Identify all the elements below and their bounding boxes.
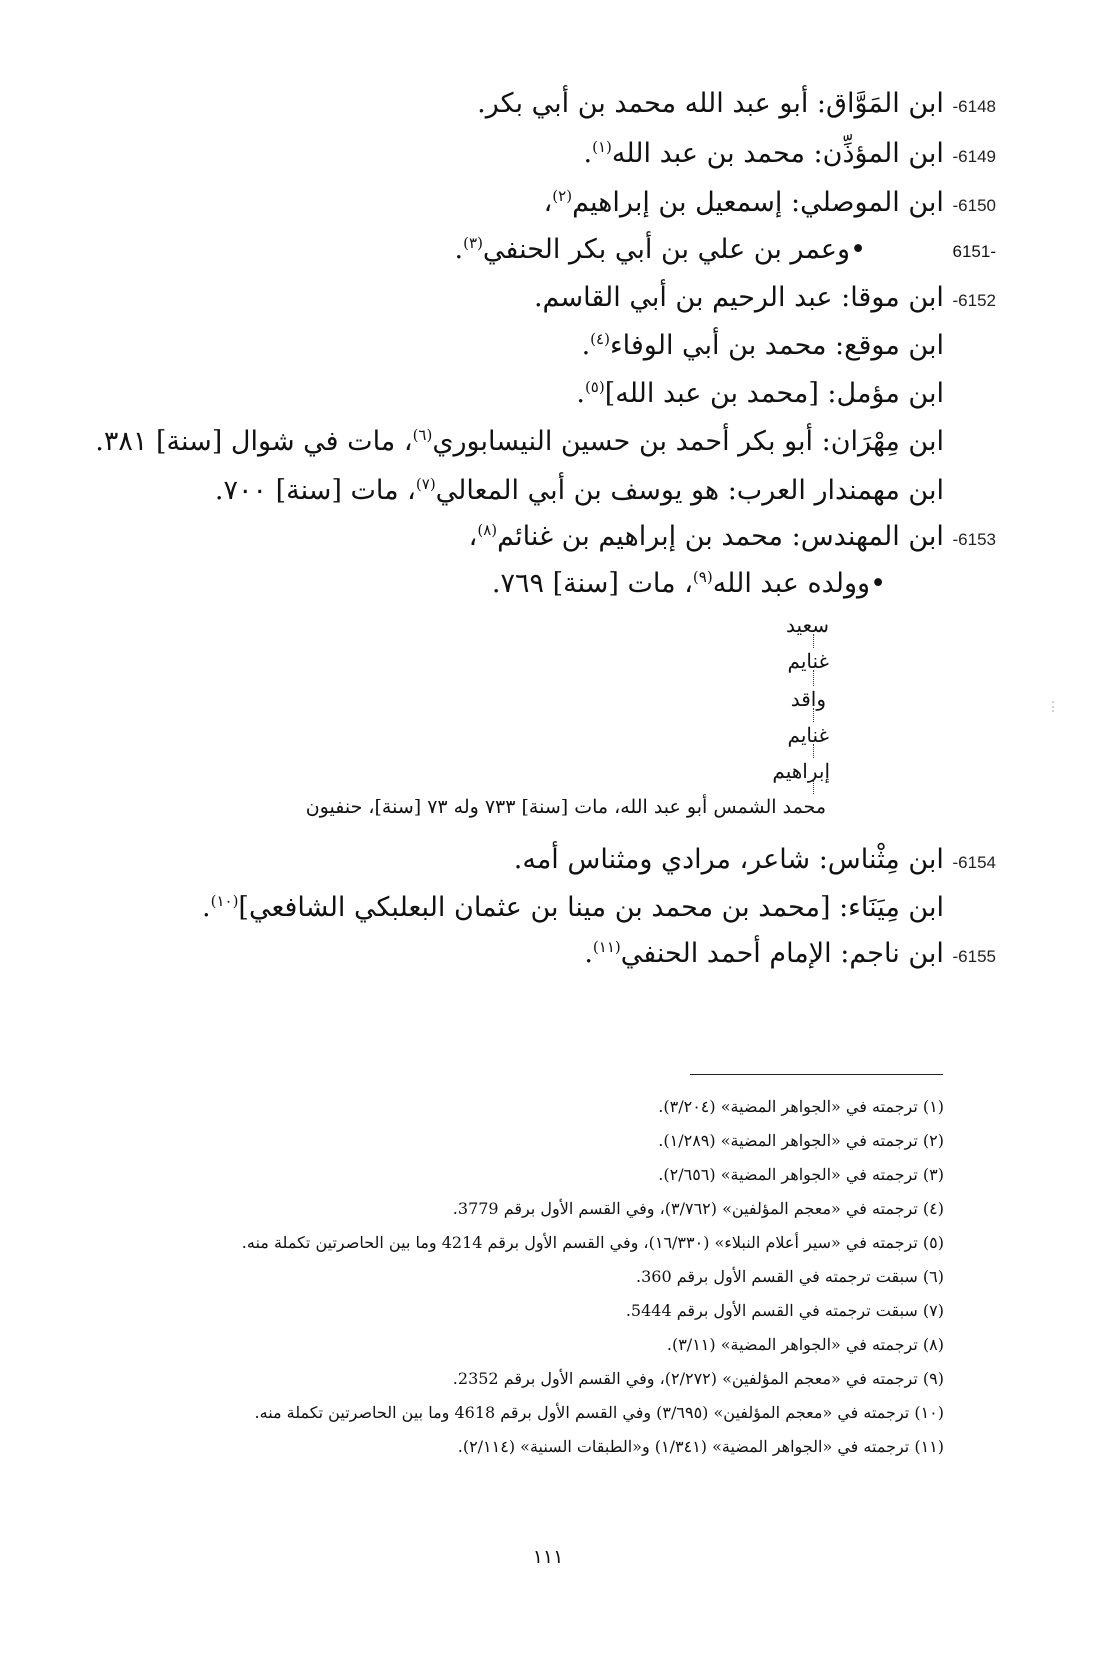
footnote-ref: (١) [592, 138, 612, 156]
entry-number: 6150 [958, 196, 996, 215]
entry-number: 6149 [958, 147, 996, 166]
entry-6151: •وعمر بن علي بن أبي بكر الحنفي$^{(٣)}$. [454, 234, 866, 265]
entry-text: ابن موقا: عبد الرحيم بن أبي القاسم. [533, 282, 944, 313]
entry-number: 6153 [958, 530, 996, 549]
footnote: (١١) ترجمته في «الجواهر المضية» (١/٣٤١) و«الطبقات السنية» (٢/١١٤). [457, 1437, 944, 1456]
footnote: (٥) ترجمته في «سير أعلام النبلاء» (١٦/٣٣٠)، وفي القسم الأول برقم 4214 وما بين الحاصرتين تكملة منه. [241, 1233, 944, 1252]
lineage-connector [813, 670, 814, 686]
footnote: (٧) سبقت ترجمته في القسم الأول برقم 5444. [625, 1301, 944, 1320]
entry-number: 6152 [958, 291, 996, 310]
entry-6152: 6152- ابن موقا: عبد الرحيم بن أبي القاسم. [533, 282, 996, 313]
lineage-name: إبراهيم [772, 759, 830, 783]
entry-text: ابن مِيَنَاء: [محمد بن محمد بن مينا بن عثمان البعلبكي الشافعي] [238, 892, 944, 923]
footnote-ref: (٢) [552, 187, 573, 205]
lineage-name: غنايم [787, 723, 829, 747]
footnote: (٨) ترجمته في «الجواهر المضية» (٣/١١). [666, 1335, 944, 1354]
footnote-ref: (١٠) [210, 892, 239, 910]
entry-number: 6148 [958, 97, 996, 116]
entry-6155: 6155- ابن ناجم: الإمام أحمد الحنفي$^{(١١)}$. [584, 938, 996, 969]
entry-ibn-mihmandar: ابن مهمندار العرب: هو يوسف بن أبي المعالي$^{(٧)}$، مات [سنة] ٧٠٠. [214, 475, 944, 506]
entry-text: ابن الموصلي: إسمعيل بن إبراهيم [572, 187, 944, 218]
entry-text: ابن المهندس: محمد بن إبراهيم بن غنائم [497, 521, 944, 552]
entry-text: ابن المَوَّاق: أبو عبد الله محمد بن أبي بكر. [477, 88, 944, 119]
footnote: (٤) ترجمته في «معجم المؤلفين» (٣/٧٦٢)، وفي القسم الأول برقم 3779. [452, 1199, 944, 1218]
footnote-ref: (٦) [412, 426, 433, 444]
footnote-divider [690, 1074, 943, 1075]
entry-text: •وعمر بن علي بن أبي بكر الحنفي [482, 234, 866, 265]
footnote: (١٠) ترجمته في «معجم المؤلفين» (٣/٦٩٥) وفي القسم الأول برقم 4618 وما بين الحاصرتين تكملة منه. [254, 1403, 944, 1422]
lineage-name: واقد [790, 687, 826, 711]
footnote: (٣) ترجمته في «الجواهر المضية» (٢/٦٥٦). [658, 1165, 944, 1184]
lineage-connector [813, 744, 814, 758]
entry-text: ابن موقع: محمد بن أبي الوفاء [609, 330, 944, 361]
entry-6153-son: •وولده عبد الله$^{(٩)}$، مات [سنة] ٧٦٩. [491, 568, 886, 599]
lineage-connector [813, 780, 814, 794]
entry-text: ابن مهمندار العرب: هو يوسف بن أبي المعالي [435, 475, 944, 506]
page-number: ١١١ [532, 1546, 564, 1568]
lineage-name: غنايم [787, 649, 829, 673]
lineage-connector [813, 708, 814, 722]
entry-text: ابن المؤذِّن: محمد بن عبد الله [611, 138, 944, 169]
footnote-ref: (٩) [692, 568, 713, 586]
footnote: (٩) ترجمته في «معجم المؤلفين» (٢/٢٧٢)، وفي القسم الأول برقم 2352. [452, 1369, 944, 1388]
entry-text: ابن مِهْرَان: أبو بكر أحمد بن حسين النيسابوري [432, 426, 944, 457]
entry-ibn-muammal: ابن مؤمل: [محمد بن عبد الله]$^{(٥)}$. [576, 378, 944, 409]
footnote: (٢) ترجمته في «الجواهر المضية» (١/٢٨٩). [658, 1131, 944, 1150]
entry-number: 6155 [958, 947, 996, 966]
footnote-ref: (٨) [477, 521, 498, 539]
entry-number: 6154 [958, 853, 996, 872]
footnote-ref: (٣) [463, 234, 483, 252]
entry-6151-number: 6151- [952, 242, 996, 261]
footnote-ref: (٥) [584, 378, 605, 396]
lineage-connector [813, 634, 814, 648]
entry-ibn-mina: ابن مِيَنَاء: [محمد بن محمد بن مينا بن عثمان البعلبكي الشافعي]$^{(١٠)}$. [201, 892, 944, 923]
entry-6153: 6153- ابن المهندس: محمد بن إبراهيم بن غنائم$^{(٨)}$، [468, 521, 996, 552]
footnote: (١) ترجمته في «الجواهر المضية» (٣/٢٠٤). [658, 1097, 944, 1116]
entry-ibn-mawqi: ابن موقع: محمد بن أبي الوفاء$^{(٤)}$. [581, 330, 944, 361]
entry-text: •وولده عبد الله [712, 568, 886, 599]
entry-text: ابن مِثْناس: شاعر، مرادي ومثناس أمه. [513, 844, 944, 875]
entry-6154: 6154- ابن مِثْناس: شاعر، مرادي ومثناس أمه. [513, 844, 996, 875]
entry-6150: 6150- ابن الموصلي: إسمعيل بن إبراهيم$^{(٢)}$، [543, 187, 996, 218]
entry-text: ابن ناجم: الإمام أحمد الحنفي [620, 938, 944, 969]
entry-6148: 6148- ابن المَوَّاق: أبو عبد الله محمد بن أبي بكر. [477, 88, 996, 119]
footnote-ref: (٧) [415, 475, 436, 493]
lineage-name: محمد الشمس أبو عبد الله، مات [سنة] ٧٣٣ وله ٧٣ [سنة]، حنفيون [305, 796, 826, 818]
entry-6149: 6149- ابن المؤذِّن: محمد بن عبد الله$^{(١)}$. [583, 138, 996, 169]
footnote: (٦) سبقت ترجمته في القسم الأول برقم 360. [635, 1267, 944, 1286]
entry-text: ابن مؤمل: [محمد بن عبد الله] [604, 378, 944, 409]
scan-speck-decoration [1050, 700, 1056, 712]
lineage-name: سعيد [786, 613, 829, 637]
footnote-ref: (١١) [592, 938, 621, 956]
footnote-ref: (٤) [590, 330, 610, 348]
entry-ibn-mihran: ابن مِهْرَان: أبو بكر أحمد بن حسين النيسابوري$^{(٦)}$، مات في شوال [سنة] ٣٨١. [95, 426, 944, 457]
